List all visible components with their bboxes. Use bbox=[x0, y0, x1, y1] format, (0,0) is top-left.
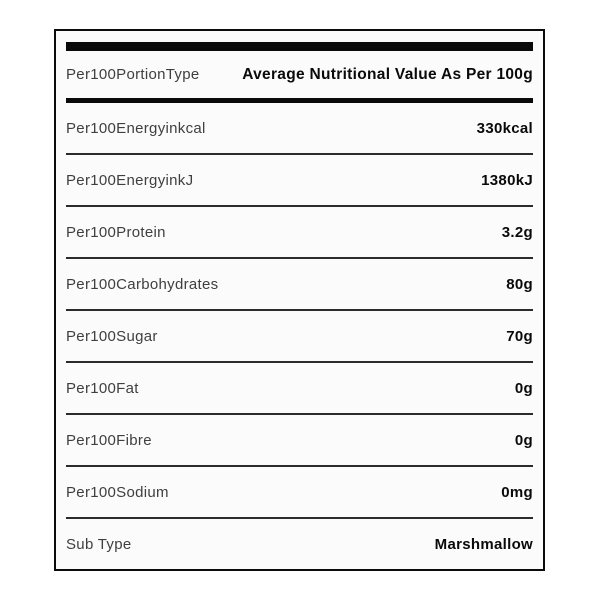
table-row bbox=[66, 311, 533, 363]
row-value: 3.2g bbox=[501, 223, 533, 241]
table-row bbox=[66, 415, 533, 467]
nutrition-rows bbox=[66, 103, 533, 569]
row-value: 330kcal bbox=[476, 119, 533, 137]
row-label: Per100Fat bbox=[66, 379, 139, 397]
row-label: Per100Carbohydrates bbox=[66, 275, 219, 293]
row-value: 80g bbox=[506, 275, 533, 293]
row-label: Per100EnergyinkJ bbox=[66, 171, 194, 189]
table-row bbox=[66, 259, 533, 311]
row-label: Per100Sodium bbox=[66, 483, 169, 501]
row-value: 0g bbox=[514, 431, 533, 449]
row-value: Marshmallow bbox=[434, 535, 533, 553]
table-row bbox=[66, 155, 533, 207]
table-row bbox=[66, 103, 533, 155]
table-row bbox=[66, 519, 533, 569]
nutrition-card bbox=[54, 29, 545, 571]
row-value: 0g bbox=[514, 379, 533, 397]
header-label: Per100PortionType bbox=[66, 66, 200, 83]
table-row bbox=[66, 363, 533, 415]
row-label: Per100Sugar bbox=[66, 327, 158, 345]
row-label: Per100Fibre bbox=[66, 431, 152, 449]
row-value: 1380kJ bbox=[481, 171, 533, 189]
row-label: Per100Protein bbox=[66, 223, 166, 241]
header-value: Average Nutritional Value As Per 100g bbox=[242, 65, 533, 83]
table-row bbox=[66, 207, 533, 259]
row-label: Sub Type bbox=[66, 535, 132, 553]
row-value: 70g bbox=[506, 327, 533, 345]
table-row bbox=[66, 467, 533, 519]
table-header-row bbox=[66, 51, 533, 98]
top-black-bar bbox=[66, 42, 533, 51]
row-value: 0mg bbox=[501, 483, 533, 501]
row-label: Per100Energyinkcal bbox=[66, 119, 206, 137]
